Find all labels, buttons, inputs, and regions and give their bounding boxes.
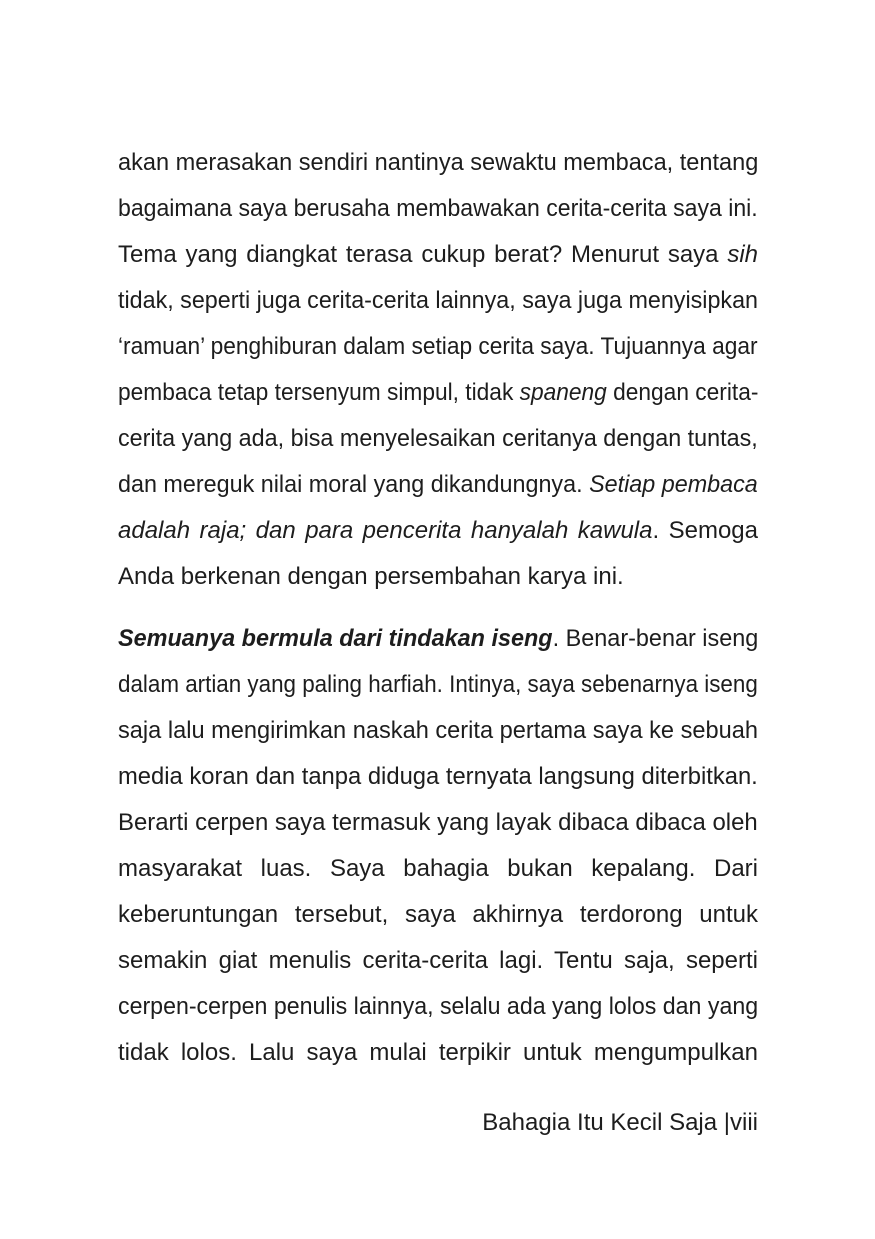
text-segment: cerita yang ada, bisa menyelesaikan ceritanya dengan tuntas, bbox=[118, 425, 758, 452]
text-segment: keberuntungan tersebut, saya akhirnya terdorong untuk bbox=[118, 901, 758, 928]
text-line bbox=[118, 554, 758, 600]
text-line bbox=[118, 278, 759, 324]
text-line bbox=[118, 938, 758, 984]
text-segment: Berarti cerpen saya termasuk yang layak dibaca dibaca oleh bbox=[118, 809, 758, 836]
text-segment: tidak, seperti juga cerita-cerita lainnya, saya juga menyisipkan bbox=[118, 287, 759, 314]
text-segment: cerpen-cerpen penulis lainnya, selalu ada yang lolos dan yang bbox=[118, 993, 759, 1020]
text-line bbox=[118, 508, 758, 554]
text-segment: saja lalu mengirimkan naskah cerita pertama saya ke sebuah bbox=[118, 717, 759, 744]
text-segment: Semuanya bermula dari tindakan iseng bbox=[118, 625, 553, 652]
text-line bbox=[118, 370, 759, 416]
text-segment: masyarakat luas. Saya bahagia bukan kepalang. Dari bbox=[118, 855, 758, 882]
text-segment: dan mereguk nilai moral yang dikandungnya. bbox=[118, 471, 590, 498]
text-line bbox=[118, 140, 759, 186]
text-segment: . Semoga bbox=[652, 517, 758, 544]
text-line bbox=[118, 1030, 758, 1076]
text-segment: akan merasakan sendiri nantinya sewaktu membaca, tentang bbox=[118, 149, 759, 176]
footer-text: Bahagia Itu Kecil Saja |viii bbox=[482, 1109, 758, 1136]
text-segment: adalah raja; dan para pencerita hanyalah kawula bbox=[118, 517, 653, 544]
text-segment: sih bbox=[727, 241, 758, 268]
text-line bbox=[118, 324, 758, 370]
text-segment: media koran dan tanpa diduga ternyata langsung diterbitkan. bbox=[118, 763, 758, 790]
text-line bbox=[118, 892, 758, 938]
text-line bbox=[118, 462, 758, 508]
text-line bbox=[118, 186, 758, 232]
text-segment: dalam artian yang paling harfiah. Intinya, saya sebenarnya iseng bbox=[118, 671, 758, 698]
text-line bbox=[118, 662, 758, 708]
text-segment: semakin giat menulis cerita-cerita lagi. Tentu saja, seperti bbox=[118, 947, 758, 974]
text-segment: spaneng bbox=[519, 379, 607, 406]
text-segment: Anda berkenan dengan persembahan karya ini. bbox=[118, 563, 624, 590]
text-line bbox=[118, 846, 758, 892]
text-segment: tidak lolos. Lalu saya mulai terpikir untuk mengumpulkan bbox=[118, 1039, 758, 1066]
text-segment: ‘ramuan’ penghiburan dalam setiap cerita saya. Tujuannya agar bbox=[118, 333, 758, 360]
text-segment: pembaca tetap tersenyum simpul, tidak bbox=[118, 379, 520, 406]
text-line bbox=[118, 984, 759, 1030]
text-segment: Setiap pembaca bbox=[589, 471, 758, 498]
page-body-text bbox=[118, 140, 758, 1076]
page-footer bbox=[118, 1100, 758, 1146]
text-line bbox=[118, 754, 758, 800]
text-segment: bagaimana saya berusaha membawakan cerita-cerita saya ini. bbox=[118, 195, 758, 222]
paragraph bbox=[118, 616, 758, 1076]
text-segment: dengan cerita- bbox=[606, 379, 759, 406]
text-line bbox=[118, 232, 758, 278]
text-line bbox=[118, 416, 758, 462]
text-line bbox=[118, 800, 756, 846]
text-segment: Tema yang diangkat terasa cukup berat? Menurut saya bbox=[118, 241, 728, 268]
text-line bbox=[118, 616, 759, 662]
text-line bbox=[118, 708, 759, 754]
paragraph bbox=[118, 140, 758, 600]
text-segment: . Benar-benar iseng bbox=[552, 625, 759, 652]
